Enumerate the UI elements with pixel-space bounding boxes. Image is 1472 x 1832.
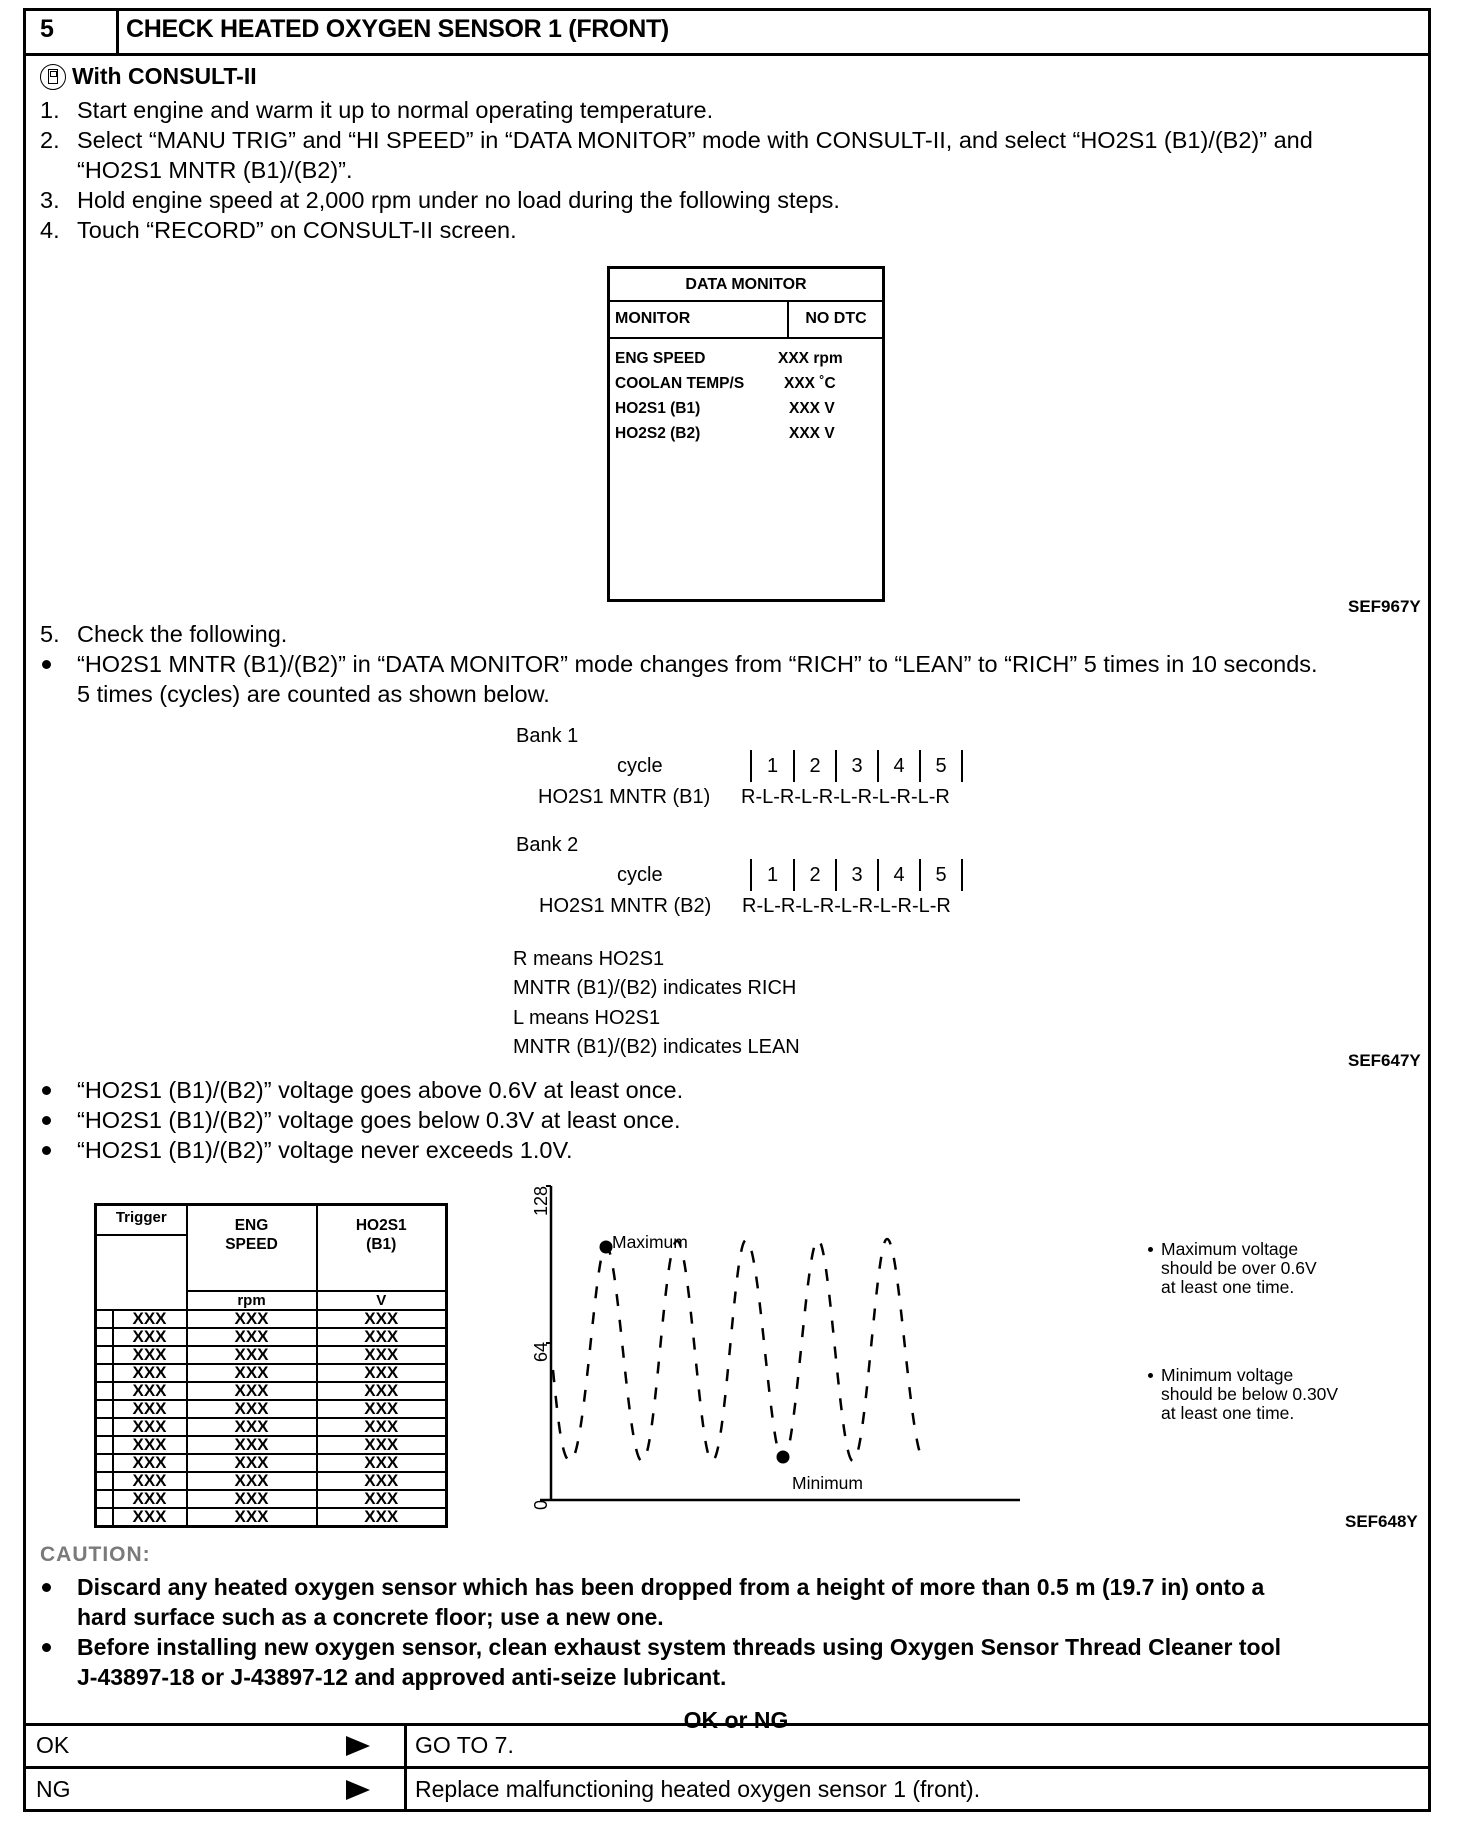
table-row: XXX XXX XXX (96, 1364, 447, 1382)
data-monitor-subheader (610, 300, 882, 339)
caution-label: CAUTION: (40, 1543, 151, 1566)
step-5: 5. Check the following. “HO2S1 MNTR (B1)/(B2)” in “DATA MONITOR” mode changes from “RICH” to “LEAN” to “RICH” 5 times in 10 seconds. 5 times (cycles) are counted as shown below. (40, 621, 1318, 707)
header-divider (23, 53, 1431, 56)
table-row: XXX XXX XXX (96, 1310, 447, 1328)
bank-1-cycle-label: cycle (617, 755, 663, 777)
caution-item: Before installing new oxygen sensor, clean exhaust system threads using Oxygen Sensor Thread Cleaner tool J-43897-18 or J-43897-12 and approved anti-seize lubricant. (40, 1632, 1281, 1692)
step-4: 4. Touch “RECORD” on CONSULT-II screen. (40, 217, 517, 243)
figure-id-sef648y: SEF648Y (1345, 1512, 1418, 1531)
eng-speed-header: ENG SPEED (187, 1205, 317, 1292)
figure-id-sef967y: SEF967Y (1348, 597, 1421, 616)
result-ng-action: Replace malfunctioning heated oxygen sensor 1 (front). (415, 1776, 981, 1802)
bank-1-label: Bank 1 (516, 725, 579, 747)
table-row: XXX XXX XXX (96, 1508, 447, 1527)
ho2s1-header: HO2S1 (B1) (317, 1205, 447, 1292)
consult-heading (40, 63, 257, 90)
bank-1-monitor-label: HO2S1 MNTR (B1) (538, 786, 711, 808)
minimum-point-icon (777, 1451, 790, 1464)
monitor-row: COOLAN TEMP/S XXX ˚C (615, 375, 836, 392)
consult-ii-icon (40, 64, 66, 90)
data-monitor-title: DATA MONITOR (610, 269, 882, 302)
voltage-check-item: “HO2S1 (B1)/(B2)” voltage goes below 0.3V at least once. (40, 1105, 683, 1135)
right-arrow-icon (346, 1736, 370, 1756)
voltage-check-item: “HO2S1 (B1)/(B2)” voltage never exceeds 1.0V. (40, 1135, 683, 1165)
trigger-header: Trigger (96, 1205, 187, 1236)
bank-1-sequence: R-L-R-L-R-L-R-L-R-L-R (741, 786, 950, 808)
page-title: CHECK HEATED OXYGEN SENSOR 1 (FRONT) (126, 15, 669, 43)
y-tick-0: 0 (531, 1499, 551, 1510)
record-table (94, 1203, 448, 1528)
y-tick-128: 128 (531, 1185, 551, 1216)
ho2s1-unit: V (317, 1291, 447, 1310)
table-row: XXX XXX XXX (96, 1418, 447, 1436)
data-monitor-screen (607, 266, 885, 602)
waveform-line (553, 1239, 925, 1461)
voltage-waveform-chart (520, 1180, 1220, 1520)
bank-2-cycle-markers: 1 2 3 4 5 (750, 859, 963, 891)
ok-or-ng-title: OK or NG (683, 1707, 789, 1733)
eng-speed-unit: rpm (187, 1291, 317, 1310)
table-row: XXX XXX XXX (96, 1400, 447, 1418)
result-row-divider (23, 1766, 1431, 1769)
monitor-row: HO2S1 (B1) XXX V (615, 400, 835, 417)
right-arrow-icon (346, 1780, 370, 1800)
legend-r-line2: MNTR (B1)/(B2) indicates RICH (513, 977, 797, 999)
consult-label: With CONSULT-II (72, 63, 257, 89)
result-column-divider (404, 1723, 407, 1812)
note-max-voltage: Maximum voltage should be over 0.6V at least one time. (1148, 1240, 1317, 1297)
figure-id-sef647y: SEF647Y (1348, 1051, 1421, 1070)
maximum-label: Maximum (612, 1232, 688, 1252)
monitor-row: HO2S2 (B2) XXX V (615, 425, 835, 442)
result-ok-action: GO TO 7. (415, 1732, 514, 1758)
monitor-label: MONITOR (615, 310, 691, 327)
result-ok-label: OK (36, 1732, 70, 1758)
procedure-steps (40, 95, 1313, 245)
bank-2-sequence: R-L-R-L-R-L-R-L-R-L-R (742, 895, 951, 917)
header-column-divider (116, 8, 119, 55)
no-dtc-label: NO DTC (805, 310, 867, 327)
step-number: 5 (40, 15, 54, 43)
table-row: XXX XXX XXX (96, 1436, 447, 1454)
bank-2-label: Bank 2 (516, 834, 579, 856)
legend-l-line2: MNTR (B1)/(B2) indicates LEAN (513, 1036, 800, 1058)
step-2: 2. Select “MANU TRIG” and “HI SPEED” in “DATA MONITOR” mode with CONSULT-II, and select “HO2S1 (B1)/(B2)” and “HO2S1 MNTR (B1)/(B2)”. (40, 127, 1313, 183)
step-3: 3. Hold engine speed at 2,000 rpm under no load during the following steps. (40, 187, 840, 213)
table-row: XXX XXX XXX (96, 1490, 447, 1508)
voltage-check-item: “HO2S1 (B1)/(B2)” voltage goes above 0.6V at least once. (40, 1075, 683, 1105)
table-row: XXX XXX XXX (96, 1382, 447, 1400)
caution-list (40, 1572, 1281, 1692)
table-row: XXX XXX XXX (96, 1454, 447, 1472)
monitor-row: ENG SPEED XXX rpm (615, 350, 843, 367)
bank-1-cycle-markers: 1 2 3 4 5 (750, 750, 963, 782)
result-ng-label: NG (36, 1776, 71, 1802)
voltage-checks (40, 1075, 683, 1165)
data-monitor-rows (615, 346, 875, 446)
note-min-voltage: Minimum voltage should be below 0.30V at least one time. (1148, 1366, 1338, 1423)
result-top-divider (23, 1723, 1431, 1726)
legend-r-line1: R means HO2S1 (513, 948, 665, 970)
y-tick-64: 64 (531, 1341, 551, 1362)
maximum-point-icon (600, 1241, 613, 1254)
table-row: XXX XXX XXX (96, 1328, 447, 1346)
caution-item: Discard any heated oxygen sensor which has been dropped from a height of more than 0.5 m (19.7 in) onto a hard surface such as a concrete floor; use a new one. (40, 1572, 1281, 1632)
bank-2-monitor-label: HO2S1 MNTR (B2) (539, 895, 712, 917)
table-row: XXX XXX XXX (96, 1472, 447, 1490)
bank-2-cycle-label: cycle (617, 864, 663, 886)
table-row: XXX XXX XXX (96, 1346, 447, 1364)
cycle-check-bullet: “HO2S1 MNTR (B1)/(B2)” in “DATA MONITOR” mode changes from “RICH” to “LEAN” to “RICH” 5 times in 10 seconds. 5 times (cycles) are counted as shown below. (40, 649, 1318, 709)
step-1: 1. Start engine and warm it up to normal operating temperature. (40, 97, 714, 123)
legend-l-line1: L means HO2S1 (513, 1007, 661, 1029)
trigger-header-blank (96, 1235, 187, 1310)
minimum-label: Minimum (792, 1473, 863, 1493)
